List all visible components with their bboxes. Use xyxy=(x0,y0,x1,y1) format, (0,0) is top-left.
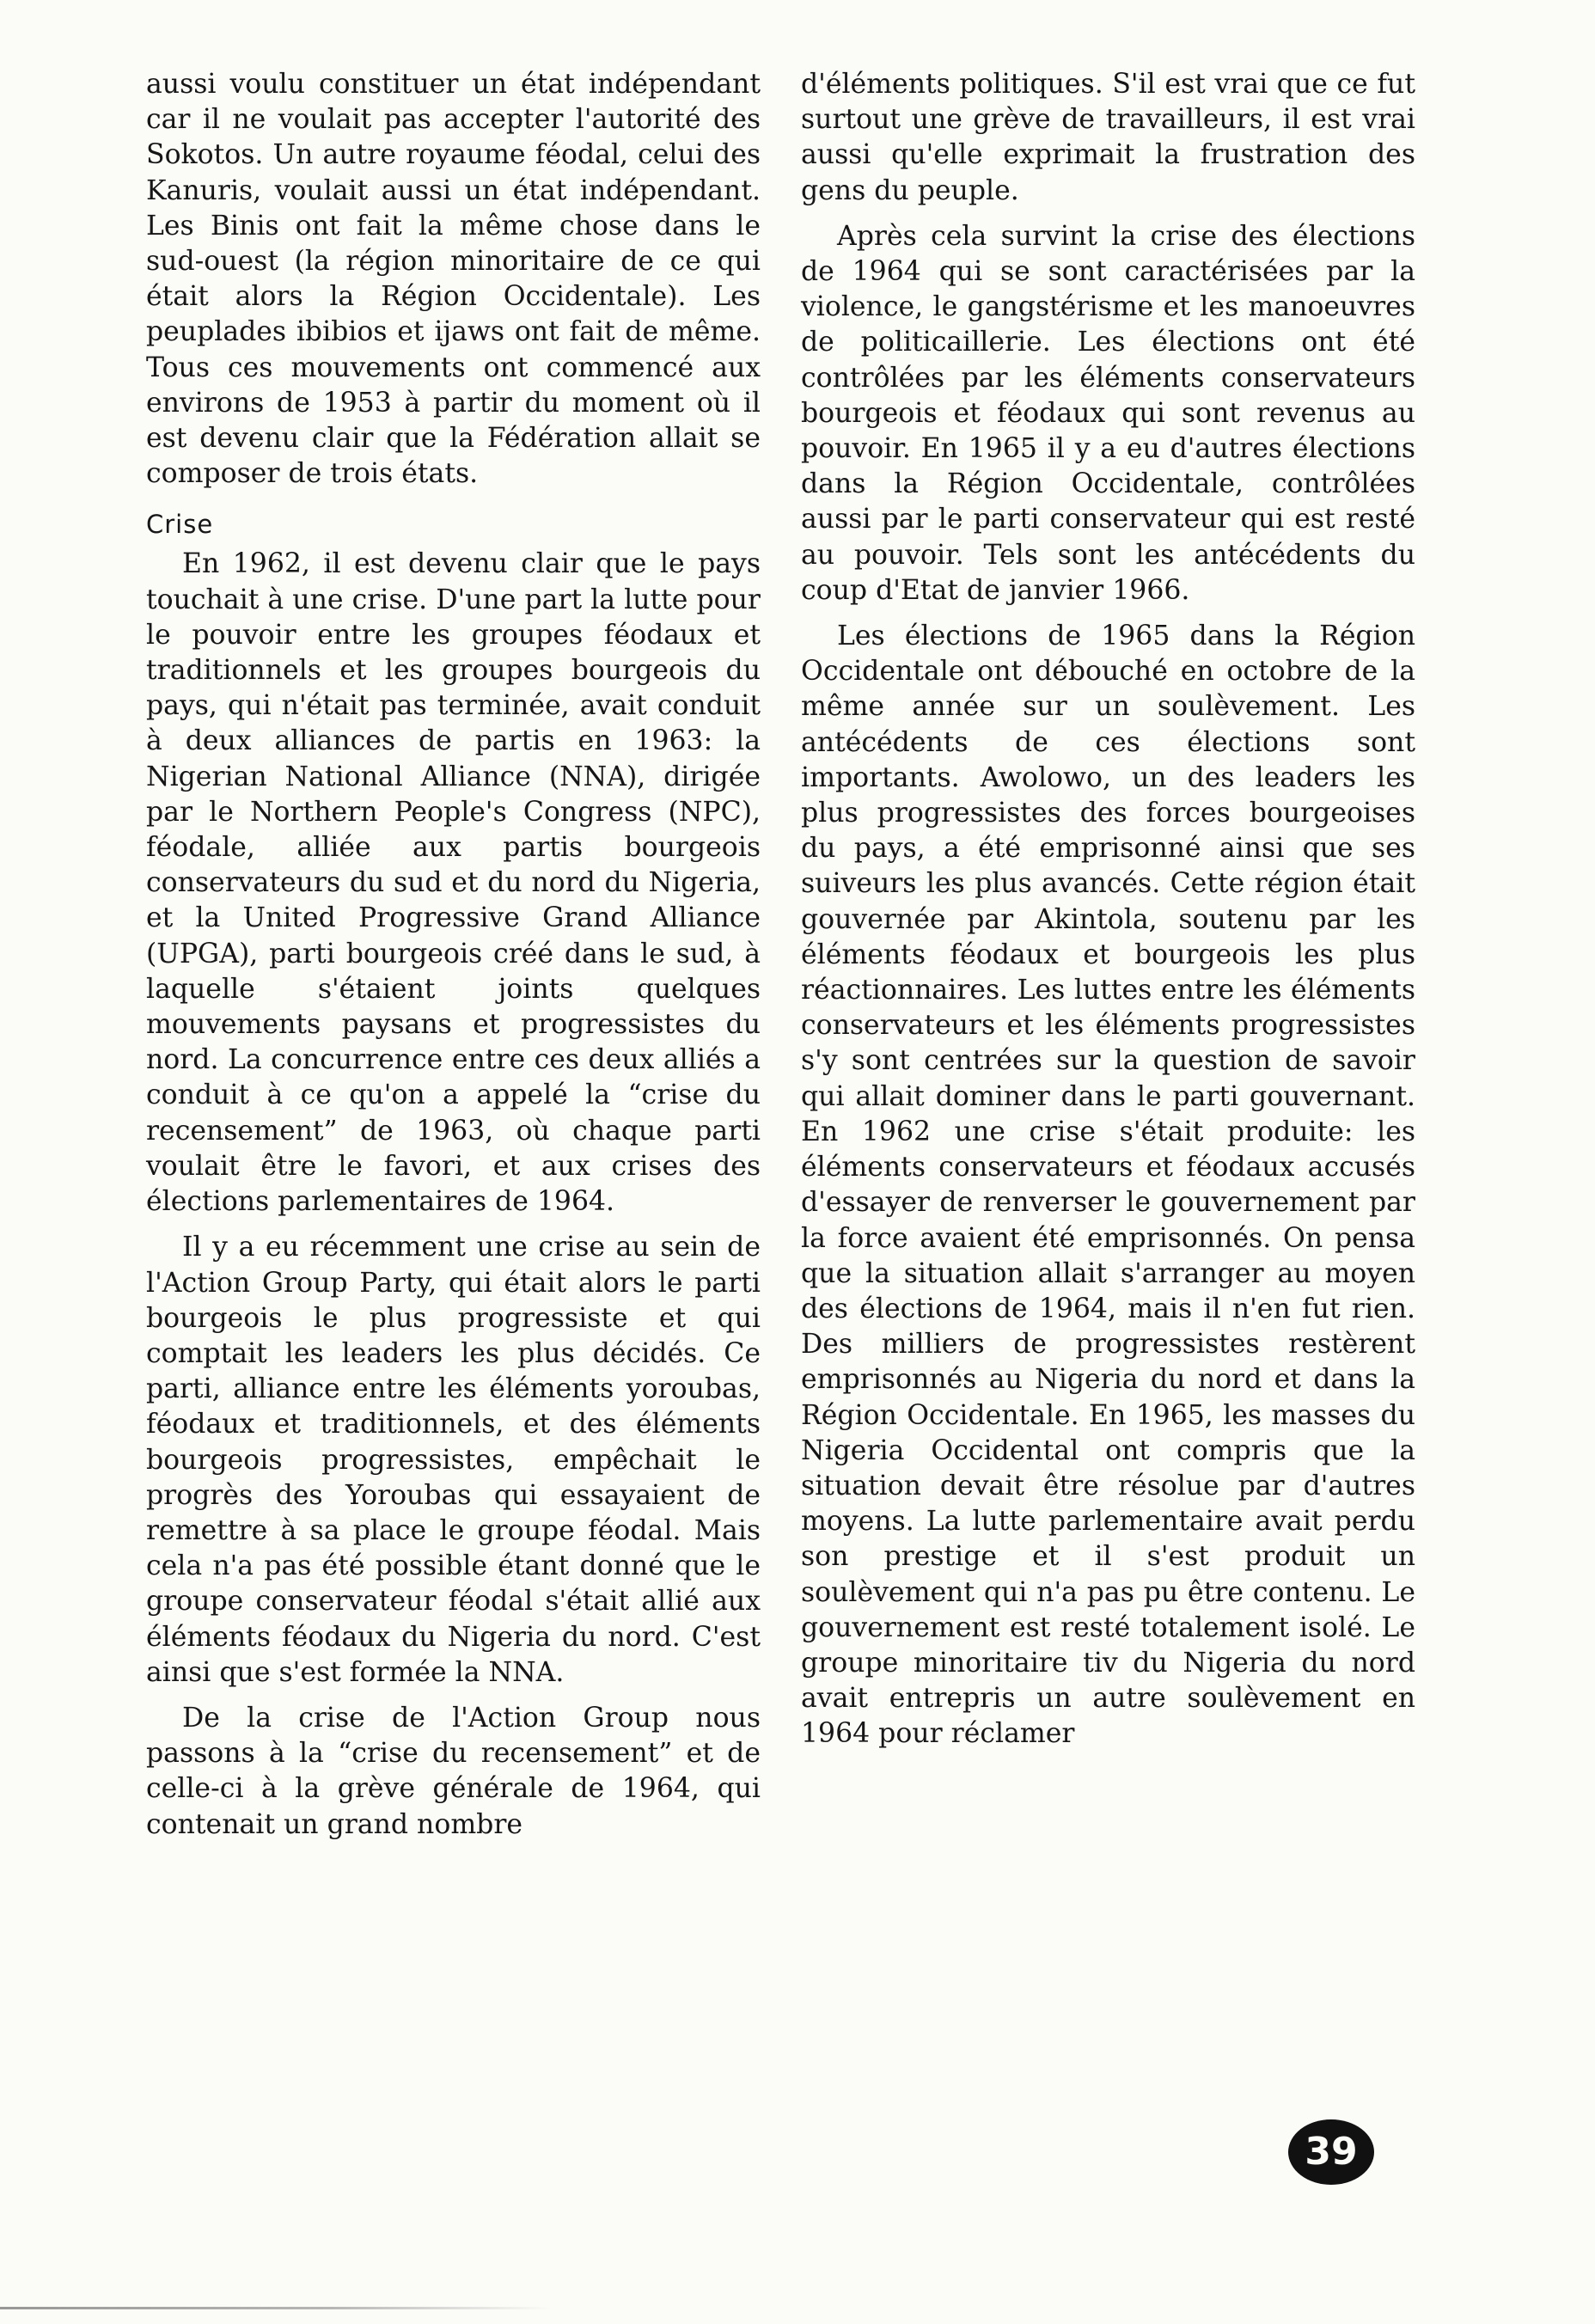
paragraph: Après cela survint la crise des élections de 1964 qui se sont caractérisées par la violence, le gangstérisme et les manoeuvres de politicaillerie. Les élections ont été contrôlées par les éléments conservateurs bourgeois et féodaux qui sont revenus au pouvoir. En 1965 il y a eu d'autres élections dans la Région Occidentale, contrôlées aussi par le parti conservateur qui est resté au pouvoir. Tels sont les antécédents du coup d'Etat de janvier 1966. xyxy=(801,220,1415,606)
paragraph: De la crise de l'Action Group nous passons à la “crise du recensement” et de celle-ci à la grève générale de 1964, qui contenait un grand nombre xyxy=(146,1702,761,1840)
paragraph: d'éléments politiques. S'il est vrai que ce fut surtout une grève de travailleurs, il est vrai aussi qu'elle exprimait la frustration des gens du peuple. xyxy=(801,69,1415,206)
section-heading: Crise xyxy=(146,510,214,540)
paragraph: Les élections de 1965 dans la Région Occidentale ont débouché en octobre de la même année sur un soulèvement. Les antécédents de ces élections sont importants. Awolowo, un des leaders les plus progressistes des forces bourgeoises du pays, a été emprisonné ainsi que ses suiveurs les plus avancés. Cette région était gouvernée par Akintola, soutenu par les éléments féodaux et bourgeois les plus réactionnaires. Les luttes entre les éléments conservateurs et les éléments progressistes s'y sont centrées sur la question de savoir qui allait dominer dans le parti gouvernant. En 1962 une crise s'était produite: les éléments conservateurs et féodaux accusés d'essayer de renverser le gouvernement par la force avaient été emprisonnés. On pensa que la situation allait s'arranger au moyen des élections de 1964, mais il n'en fut rien. Des milliers de progressistes restèrent emprisonnés au Nigeria du nord et dans la Région Occidentale. En 1965, les masses du Nigeria Occidental ont compris que la situation devait être résolue par d'autres moyens. La lutte parlementaire avait perdu son prestige et il s'est produit un soulèvement qui n'a pas pu être contenu. Le gouvernement est resté totalement isolé. Le groupe minoritaire tiv du Nigeria du nord avait entrepris un autre soulèvement en 1964 pour réclamer xyxy=(801,621,1415,1750)
paragraph: En 1962, il est devenu clair que le pays touchait à une crise. D'une part la lutte pour le pouvoir entre les groupes féodaux et traditionnels et les groupes bourgeois du pays, qui n'était pas terminée, avait conduit à deux alliances de partis en 1963: la Nigerian National Alliance (NNA), dirigée par le Northern People's Congress (NPC), féodale, alliée aux partis bourgeois conservateurs du sud et du nord du Nigeria, et la United Progressive Grand Alliance (UPGA), parti bourgeois créé dans le sud, à laquelle s'étaient joints quelques mouvements paysans et progressistes du nord. La concurrence entre ces deux alliés a conduit à ce qu'on a appelé la “crise du recensement” de 1963, où chaque parti voulait être le favori, et aux crises des élections parlementaires de 1964. xyxy=(146,548,761,1218)
right-column xyxy=(801,67,1415,1763)
page-number-badge: 39 xyxy=(1288,2119,1374,2185)
scan-edge-divider xyxy=(0,2307,550,2309)
paragraph: Il y a eu récemment une crise au sein de l'Action Group Party, qui était alors le parti bourgeois le plus progressiste et qui comptait les leaders les plus décidés. Ce parti, alliance entre les éléments yoroubas, féodaux et traditionnels, et des éléments bourgeois progressistes, empêchait le progrès des Yoroubas qui essayaient de remettre à sa place le groupe féodal. Mais cela n'a pas été possible étant donné que le groupe conservateur féodal s'était allié aux éléments féodaux du Nigeria du nord. C'est ainsi que s'est formée la NNA. xyxy=(146,1232,761,1688)
paragraph: aussi voulu constituer un état indépendant car il ne voulait pas accepter l'autorité des Sokotos. Un autre royaume féodal, celui des Kanuris, voulait aussi un état indépendant. Les Binis ont fait la même chose dans le sud-ouest (la région minoritaire de ce qui était alors la Région Occidentale). Les peuplades ibibios et ijaws ont fait de même. Tous ces mouvements ont commencé aux environs de 1953 à partir du moment où il est devenu clair que la Fédération allait se composer de trois états. xyxy=(146,69,761,490)
left-column xyxy=(146,67,761,1853)
